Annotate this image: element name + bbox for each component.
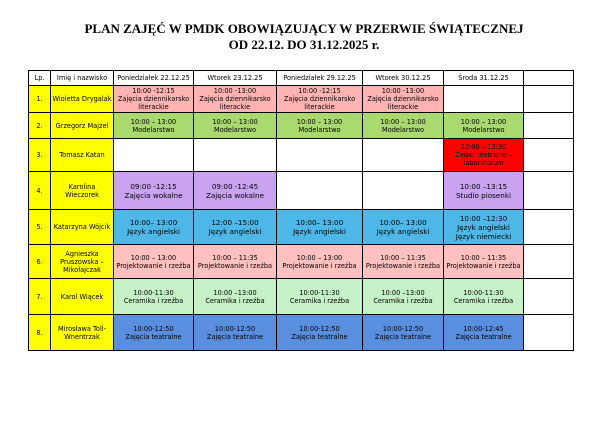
header-day-mon-29: Poniedziałek 29.12.25 bbox=[277, 71, 363, 86]
lesson-cell: 10:00 –13:00 Ceramika i rzeźba bbox=[194, 279, 277, 315]
table-row bbox=[29, 245, 574, 279]
lesson-cell: 10:00 -13:00 Zajęcia dziennikarsko literackie bbox=[194, 86, 277, 113]
empty-cell bbox=[114, 139, 194, 172]
header-day-mon-22: Poniedziałek 22.12.25 bbox=[114, 71, 194, 86]
header-extra bbox=[524, 71, 574, 86]
empty-cell bbox=[277, 172, 363, 210]
lesson-cell: 10:00-11:30 Ceramika i rzeźba bbox=[277, 279, 363, 315]
lesson-cell: 10:00 – 13:00 Modelarstwo bbox=[277, 113, 363, 139]
empty-cell bbox=[194, 139, 277, 172]
empty-cell bbox=[363, 172, 444, 210]
teacher-name: Karolina Wieczorek bbox=[51, 172, 114, 210]
lesson-cell: 10:00 – 13:00 Projektowanie i rzeźba bbox=[114, 245, 194, 279]
header-day-tue-30: Wtorek 30.12.25 bbox=[363, 71, 444, 86]
page-subtitle: OD 22.12. DO 31.12.2025 r. bbox=[228, 37, 380, 52]
empty-cell bbox=[524, 210, 574, 245]
lesson-cell: 09:00 -12:45 Zajęcia wokalne bbox=[194, 172, 277, 210]
row-number: 6. bbox=[29, 245, 51, 279]
empty-cell bbox=[524, 315, 574, 351]
header-name: Imię i nazwisko bbox=[51, 71, 114, 86]
lesson-cell: 10:00 –13:00 Ceramika i rzeźba bbox=[363, 279, 444, 315]
empty-cell bbox=[524, 245, 574, 279]
lesson-cell: 10:00 – 13:00 Modelarstwo bbox=[194, 113, 277, 139]
lesson-cell: 10:00 – 13:00 Modelarstwo bbox=[444, 113, 524, 139]
empty-cell bbox=[524, 279, 574, 315]
teacher-name: Mirosława Toll- Wnentrzak bbox=[51, 315, 114, 351]
table-row bbox=[29, 315, 574, 351]
table-row bbox=[29, 210, 574, 245]
lesson-cell: 10:00 -13:00 Zajęcia dziennikarsko literackie bbox=[363, 86, 444, 113]
empty-cell bbox=[277, 139, 363, 172]
teacher-name: Karol Wiącek bbox=[51, 279, 114, 315]
row-number: 1. bbox=[29, 86, 51, 113]
lesson-cell: 09:00 -12:15 Zajęcia wokalne bbox=[114, 172, 194, 210]
lesson-cell: 10:00-11:30 Ceramika i rzeźba bbox=[114, 279, 194, 315]
lesson-cell: 10:00 – 11:35 Projektowanie i rzeźba bbox=[444, 245, 524, 279]
header-lp: Lp. bbox=[29, 71, 51, 86]
lesson-cell: 10:00-12:50 Zajęcia teatralne bbox=[194, 315, 277, 351]
row-number: 4. bbox=[29, 172, 51, 210]
teacher-name: Katarzyna Wójcik bbox=[51, 210, 114, 245]
table-row bbox=[29, 86, 574, 113]
lesson-cell: 10:00– 13:00 Język angielski bbox=[363, 210, 444, 245]
row-number: 2. bbox=[29, 113, 51, 139]
table-row bbox=[29, 279, 574, 315]
row-number: 3. bbox=[29, 139, 51, 172]
lesson-cell: 10:00– 13:00 Język angielski bbox=[277, 210, 363, 245]
row-number: 7. bbox=[29, 279, 51, 315]
empty-cell bbox=[524, 86, 574, 113]
lesson-cell: 10:00-11:30 Ceramika i rzeźba bbox=[444, 279, 524, 315]
row-number: 5. bbox=[29, 210, 51, 245]
lesson-cell: 10:00 – 13:00 Projektowanie i rzeźba bbox=[277, 245, 363, 279]
lesson-cell: 10:00 – 13:00 Modelarstwo bbox=[114, 113, 194, 139]
lesson-cell: 10:00 – 13:00 Modelarstwo bbox=[363, 113, 444, 139]
empty-cell bbox=[444, 86, 524, 113]
lesson-cell: 10:00-12:50 Zajęcia teatralne bbox=[363, 315, 444, 351]
teacher-name: Grzegorz Majzel bbox=[51, 113, 114, 139]
lesson-cell: 10:00 –13:15 Studio piosenki bbox=[444, 172, 524, 210]
header-day-tue-23: Wtorek 23.12.25 bbox=[194, 71, 277, 86]
lesson-cell: 10:00-12:50 Zajęcia teatralne bbox=[277, 315, 363, 351]
table-row bbox=[29, 172, 574, 210]
lesson-cell: 10:00 -12:15 Zajęcia dziennikarsko literackie bbox=[277, 86, 363, 113]
empty-cell bbox=[524, 113, 574, 139]
teacher-name: Tomasz Katan bbox=[51, 139, 114, 172]
header-row bbox=[29, 71, 574, 86]
empty-cell bbox=[524, 172, 574, 210]
page-title: PLAN ZAJĘĆ W PMDK OBOWIĄZUJĄCY W PRZERWIE ŚWIĄTECZNEJ bbox=[84, 21, 524, 36]
table-row bbox=[29, 139, 574, 172]
lesson-cell: 10:00 -12:15 Zajęcia dziennikarsko literackie bbox=[114, 86, 194, 113]
lesson-cell: 10:00– 13:00 Język angielski bbox=[114, 210, 194, 245]
lesson-cell: 10:00 –12:30 Język angielski Język niemiecki bbox=[444, 210, 524, 245]
row-number: 8. bbox=[29, 315, 51, 351]
empty-cell bbox=[363, 139, 444, 172]
lesson-cell: 10:00-12:50 Zajęcia teatralne bbox=[114, 315, 194, 351]
table-row bbox=[29, 113, 574, 139]
teacher-name: Agnieszka Pruszowska – Mikołajczak bbox=[51, 245, 114, 279]
lesson-cell: 10:00 – 13:30 Zajęci teatralne – laboratoium bbox=[444, 139, 524, 172]
empty-cell bbox=[524, 139, 574, 172]
lesson-cell: 10:00 – 11:35 Projektowanie i rzeźba bbox=[194, 245, 277, 279]
lesson-cell: 10:00-12:45 Zajęcia teatralne bbox=[444, 315, 524, 351]
lesson-cell: 12:00 –15:00 Język angielski bbox=[194, 210, 277, 245]
schedule-table bbox=[28, 70, 574, 351]
header-day-wed-31: Środa 31.12.25 bbox=[444, 71, 524, 86]
lesson-cell: 10:00 – 11:35 Projektowanie i rzeźba bbox=[363, 245, 444, 279]
teacher-name: Wioletta Drygalak bbox=[51, 86, 114, 113]
